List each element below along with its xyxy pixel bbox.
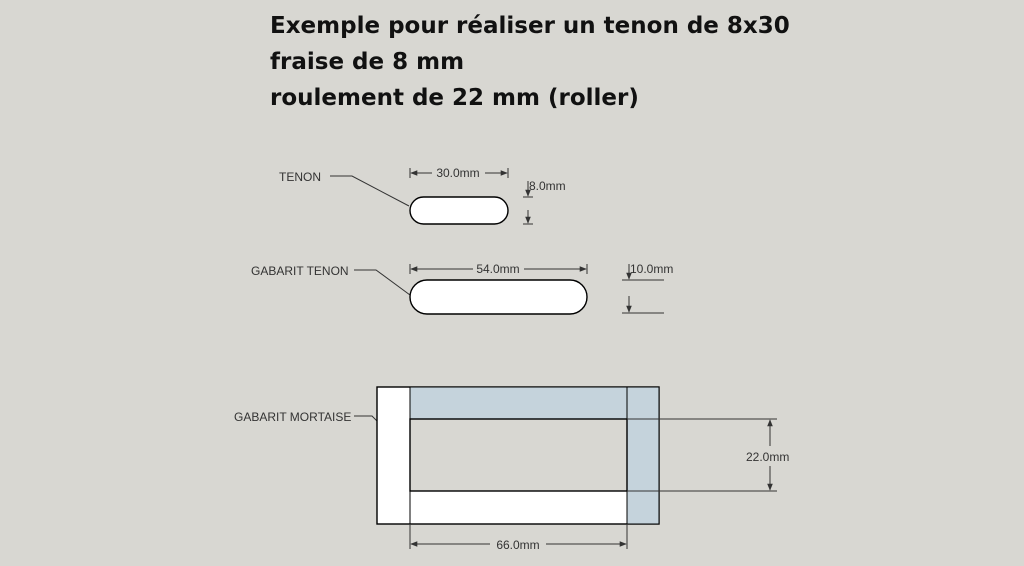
mortaise-length-label: 66.0mm [496,538,540,552]
gabarit-tenon-shape [410,280,587,314]
mortaise-shaded-right [627,387,659,524]
gabarit-tenon-length-label: 54.0mm [476,262,520,276]
gabarit-mortaise-group [234,387,789,552]
title-line-3: roulement de 22 mm (roller) [270,85,639,111]
title-line-1: Exemple pour réaliser un tenon de 8x30 [270,13,790,39]
mortaise-shaded-top [410,387,659,419]
gabarit-mortaise-leader [354,416,380,424]
gabarit-tenon-width-label: 10.0mm [630,262,674,276]
mortaise-cavity [410,419,627,491]
mortaise-height-label: 22.0mm [746,450,790,464]
tenon-label: TENON [279,170,321,184]
title-line-2: fraise de 8 mm [270,49,465,75]
gabarit-mortaise-label: GABARIT MORTAISE [234,410,352,424]
tenon-group [279,166,566,224]
gabarit-tenon-leader [354,270,410,295]
tenon-leader [330,176,409,206]
tenon-width-label: 8.0mm [529,179,566,193]
gabarit-tenon-group [251,262,673,314]
gabarit-tenon-label: GABARIT TENON [251,264,349,278]
tenon-length-label: 30.0mm [436,166,480,180]
tenon-shape [410,197,508,224]
